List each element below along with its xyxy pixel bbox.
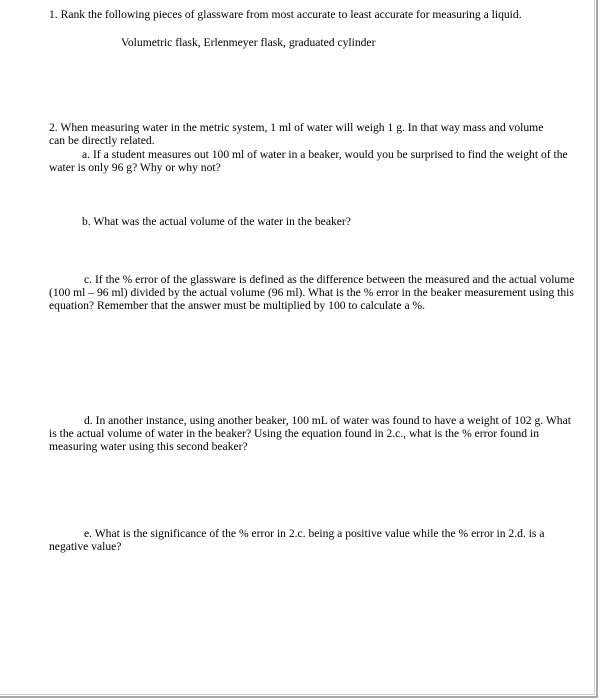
question-2d: d. In another instance, using another beaker, 100 mL of water was found to have a weight of 102 g. What is the actual volume of water in the beaker? Using the equation found in 2.c., what is the % error found in measuring water using this second beaker? — [49, 414, 571, 453]
question-2c: c. If the % error of the glassware is defined as the difference between the measured and the actual volume (100 ml – 96 ml) divided by the actual volume (96 ml). What is the % error in the beaker measurement using this equation? Remember that the answer must be multiplied by 100 to calculate a %. — [49, 273, 575, 312]
question-1-glassware-list: Volumetric flask, Erlenmeyer flask, graduated cylinder — [121, 36, 376, 49]
question-2a: a. If a student measures out 100 ml of water in a beaker, would you be surprised to find the weight of the water is only 96 g? Why or why not? — [49, 148, 568, 174]
question-2b: b. What was the actual volume of the water in the beaker? — [82, 215, 351, 228]
question-1-text: 1. Rank the following pieces of glassware from most accurate to least accurate for measuring a liquid. — [49, 8, 522, 21]
question-2-intro: 2. When measuring water in the metric system, 1 ml of water will weigh 1 g. In that way mass and volume can be directly related. — [49, 121, 544, 147]
question-2e: e. What is the significance of the % error in 2.c. being a positive value while the % error in 2.d. is a negative value? — [49, 527, 545, 553]
